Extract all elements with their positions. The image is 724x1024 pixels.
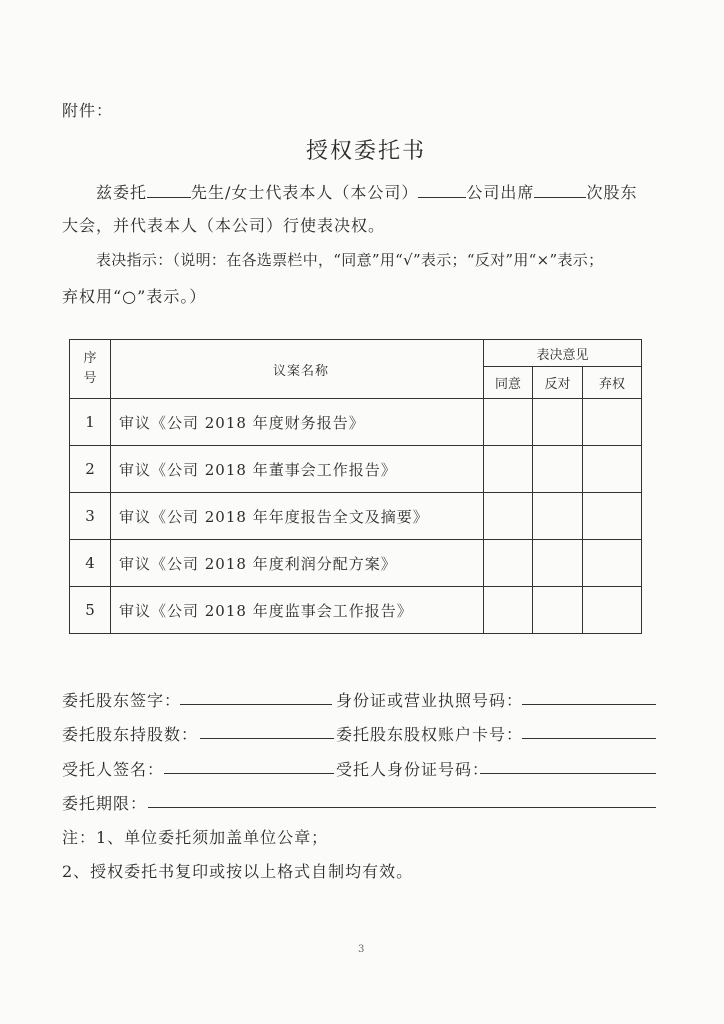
account-line[interactable] (522, 738, 656, 739)
abstain-cell[interactable] (583, 399, 642, 446)
header-proposal-name: 议案名称 (111, 340, 484, 399)
shares-label: 委托股东持股数： (62, 725, 199, 744)
proposal-name: 审议《公司 2018 年董事会工作报告》 (111, 446, 484, 493)
proposal-name: 审议《公司 2018 年度利润分配方案》 (111, 540, 484, 587)
oppose-cell[interactable] (533, 446, 583, 493)
id-number-line[interactable] (522, 704, 656, 705)
row-number: 3 (70, 493, 111, 540)
principal-name-blank[interactable] (147, 181, 191, 198)
agree-cell[interactable] (484, 540, 533, 587)
table-row (70, 493, 642, 540)
oppose-cell[interactable] (533, 399, 583, 446)
table-row (70, 587, 642, 634)
agree-cell[interactable] (484, 587, 533, 634)
row-number: 2 (70, 446, 111, 493)
abstain-cell[interactable] (583, 446, 642, 493)
proxy-id-label: 受托人身份证号码： (336, 760, 490, 779)
id-number-label: 身份证或营业执照号码： (336, 691, 524, 710)
oppose-cell[interactable] (533, 493, 583, 540)
header-number-text: 序号 (83, 351, 97, 386)
header-opinion: 表决意见 (484, 340, 642, 367)
document-title: 授权委托书 (306, 139, 427, 164)
oppose-cell[interactable] (533, 540, 583, 587)
table-row (70, 399, 642, 446)
header-number (70, 340, 111, 399)
attachment-label: 附件： (62, 101, 114, 120)
proxy-id-line[interactable] (480, 773, 656, 774)
intro-line-2: 大会，并代表本人（本公司）行使表决权。 (62, 216, 386, 235)
account-label: 委托股东股权账户卡号： (336, 725, 524, 744)
signature-line[interactable] (180, 704, 332, 705)
note-1: 注：1、单位委托须加盖单位公章； (62, 828, 329, 847)
agree-cell[interactable] (484, 446, 533, 493)
abstain-cell[interactable] (583, 493, 642, 540)
oppose-cell[interactable] (533, 587, 583, 634)
intro-text-b: 先生/女士代表本人（本公司） (191, 183, 419, 202)
signature-label: 委托股东签字： (62, 691, 182, 710)
agree-cell[interactable] (484, 399, 533, 446)
voting-table (69, 339, 642, 634)
abstain-cell[interactable] (583, 587, 642, 634)
abstain-cell[interactable] (583, 540, 642, 587)
proposal-name: 审议《公司 2018 年度财务报告》 (111, 399, 484, 446)
row-number: 5 (70, 587, 111, 634)
intro-text-c: 公司出席 (466, 183, 535, 202)
row-number: 1 (70, 399, 111, 446)
header-agree: 同意 (484, 367, 533, 399)
shares-line[interactable] (200, 738, 334, 739)
header-oppose: 反对 (533, 367, 583, 399)
intro-text-d: 次股东 (586, 183, 638, 202)
proposal-name: 审议《公司 2018 年年度报告全文及摘要》 (111, 493, 484, 540)
term-label: 委托期限： (62, 794, 148, 813)
table-header-row-1 (70, 340, 642, 367)
term-line[interactable] (148, 807, 656, 808)
page-number: 3 (358, 944, 365, 955)
agree-cell[interactable] (484, 493, 533, 540)
header-abstain: 弃权 (583, 367, 642, 399)
note-2: 2、授权委托书复印或按以上格式自制均有效。 (62, 862, 414, 881)
company-name-blank[interactable] (418, 181, 466, 198)
instruction-line-2: 弃权用“○”表示。） (62, 287, 207, 306)
intro-text-a: 兹委托 (96, 183, 148, 202)
proxy-signature-label: 受托人签名： (62, 760, 165, 779)
intro-line-1 (96, 180, 637, 203)
table-row (70, 446, 642, 493)
meeting-number-blank[interactable] (534, 181, 586, 198)
instruction-line-1: 表决指示：（说明：在各选票栏中，“同意”用“√”表示；“反对”用“×”表示； (96, 251, 604, 269)
proxy-signature-line[interactable] (164, 773, 334, 774)
row-number: 4 (70, 540, 111, 587)
proposal-name: 审议《公司 2018 年度监事会工作报告》 (111, 587, 484, 634)
table-row (70, 540, 642, 587)
